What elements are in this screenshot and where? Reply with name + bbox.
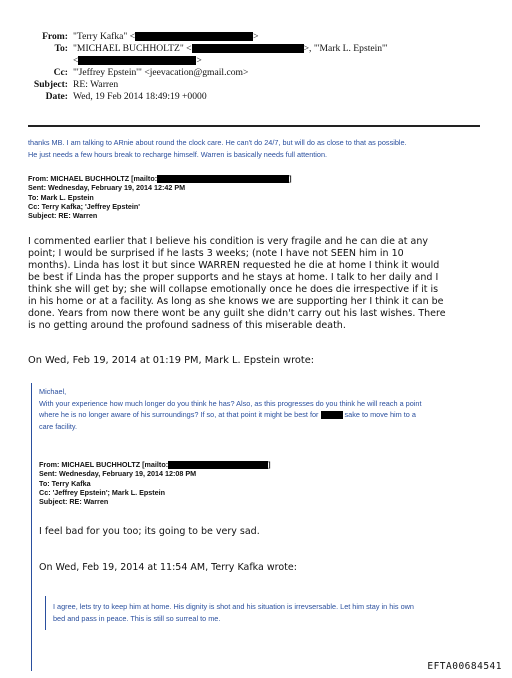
from-value: "Terry Kafka" < > <box>73 31 259 42</box>
date-value: Wed, 19 Feb 2014 18:49:19 +0000 <box>73 91 207 102</box>
body-line: done. Years from now there wont be any guilt she didn't carry out his last wishes. There <box>28 308 446 319</box>
meta-cc: Cc: Terry Kafka; 'Jeffrey Epstein' <box>28 201 140 211</box>
quoted-header <box>39 460 439 506</box>
meta-subject: Subject: RE: Warren <box>39 497 109 507</box>
body-line: months). Linda has lost it but since WARREN requested he die at home I think it would <box>28 260 440 271</box>
subject-label: Subject: <box>33 79 68 90</box>
message-body: I feel bad for you too; its going to be very sad. <box>39 526 260 537</box>
cc-value: "'Jeffrey Epstein'" <jeevacation@gmail.com> <box>73 67 249 78</box>
reply-line: thanks MB. I am talking to ARnie about round the clock care. He can't do 24/7, but will do as close to that as possible. <box>28 138 407 147</box>
wrote-line: On Wed, Feb 19, 2014 at 01:19 PM, Mark L. Epstein wrote: <box>28 355 315 366</box>
body-line: is no getting around the profound sadness of this miserable death. <box>28 320 346 331</box>
redaction-block <box>192 44 304 53</box>
meta-to: To: Mark L. Epstein <box>28 192 94 202</box>
cc-label: Cc: <box>53 67 68 78</box>
header-divider <box>28 125 480 127</box>
reply-line: I agree, lets try to keep him at home. His dignity is shot and his situation is irrevsersable. Let him stay in his own <box>53 602 414 611</box>
date-label: Date: <box>45 91 68 102</box>
meta-to: To: Terry Kafka <box>39 478 91 488</box>
quoted-reply <box>53 601 503 624</box>
meta-sent: Sent: Wednesday, February 19, 2014 12:08 PM <box>39 469 197 479</box>
meta-from: From: MICHAEL BUCHHOLTZ [mailto: ] <box>39 460 271 469</box>
redaction-block <box>321 411 343 419</box>
to-row-2 <box>30 55 470 67</box>
body-line: I commented earlier that I believe his condition is very fragile and he can die at any <box>28 236 428 247</box>
meta-cc: Cc: 'Jeffrey Epstein'; Mark L. Epstein <box>39 487 166 497</box>
document-id: EFTA00684541 <box>427 661 502 672</box>
wrote-line: On Wed, Feb 19, 2014 at 11:54 AM, Terry Kafka wrote: <box>39 562 297 573</box>
subject-value: RE: Warren <box>73 79 119 90</box>
to-row <box>30 43 470 55</box>
greeting: Michael, <box>39 387 67 396</box>
to-value-2: < > <box>73 55 202 66</box>
body-line: think she will get by; she will collapse emotionally once he does die irrespective if it is <box>28 284 439 295</box>
message-body <box>28 236 498 332</box>
meta-from: From: MICHAEL BUCHHOLTZ [mailto: ] <box>28 174 292 183</box>
reply-line: With your experience how much longer do you think he has? Also, as this progresses do you think he will reach a point <box>39 398 422 408</box>
email-header <box>30 31 470 103</box>
body-line: point; I would be surprised if he lasts 3 weeks; (note I have not SEEN him in 10 <box>28 248 404 259</box>
body-line: be best if Linda has the proper supports and he stays at home. I talk to her daily and I <box>28 272 439 283</box>
reply-body <box>28 137 488 160</box>
redaction-block <box>135 32 253 41</box>
quoted-header <box>28 174 428 220</box>
quote-bar <box>45 596 46 630</box>
quote-bar <box>31 383 32 671</box>
date-row <box>30 91 470 103</box>
reply-line: care facility. <box>39 421 77 431</box>
body-line: in his home or at a facility. As long as she knows we are supporting her I think it can be <box>28 296 444 307</box>
reply-line: bed and pass in peace. This is still so surreal to me. <box>53 613 221 623</box>
reply-line: He just needs a few hours break to recharge himself. Warren is basically needs full attention. <box>28 149 328 159</box>
redaction-block <box>168 461 268 469</box>
redaction-block <box>157 175 289 183</box>
to-label: To: <box>54 43 68 54</box>
to-value: "MICHAEL BUCHHOLTZ" < >, "'Mark L. Epstein'" <box>73 43 388 54</box>
cc-row <box>30 67 470 79</box>
from-row <box>30 31 470 43</box>
meta-sent: Sent: Wednesday, February 19, 2014 12:42 PM <box>28 183 186 193</box>
quoted-reply <box>39 386 499 432</box>
redaction-block <box>78 56 196 65</box>
meta-subject: Subject: RE: Warren <box>28 211 98 221</box>
subject-row <box>30 79 470 91</box>
reply-line: where he is no longer aware of his surroundings? If so, at that point it might be best for sake to move him to a <box>39 410 416 419</box>
from-label: From: <box>42 31 68 42</box>
